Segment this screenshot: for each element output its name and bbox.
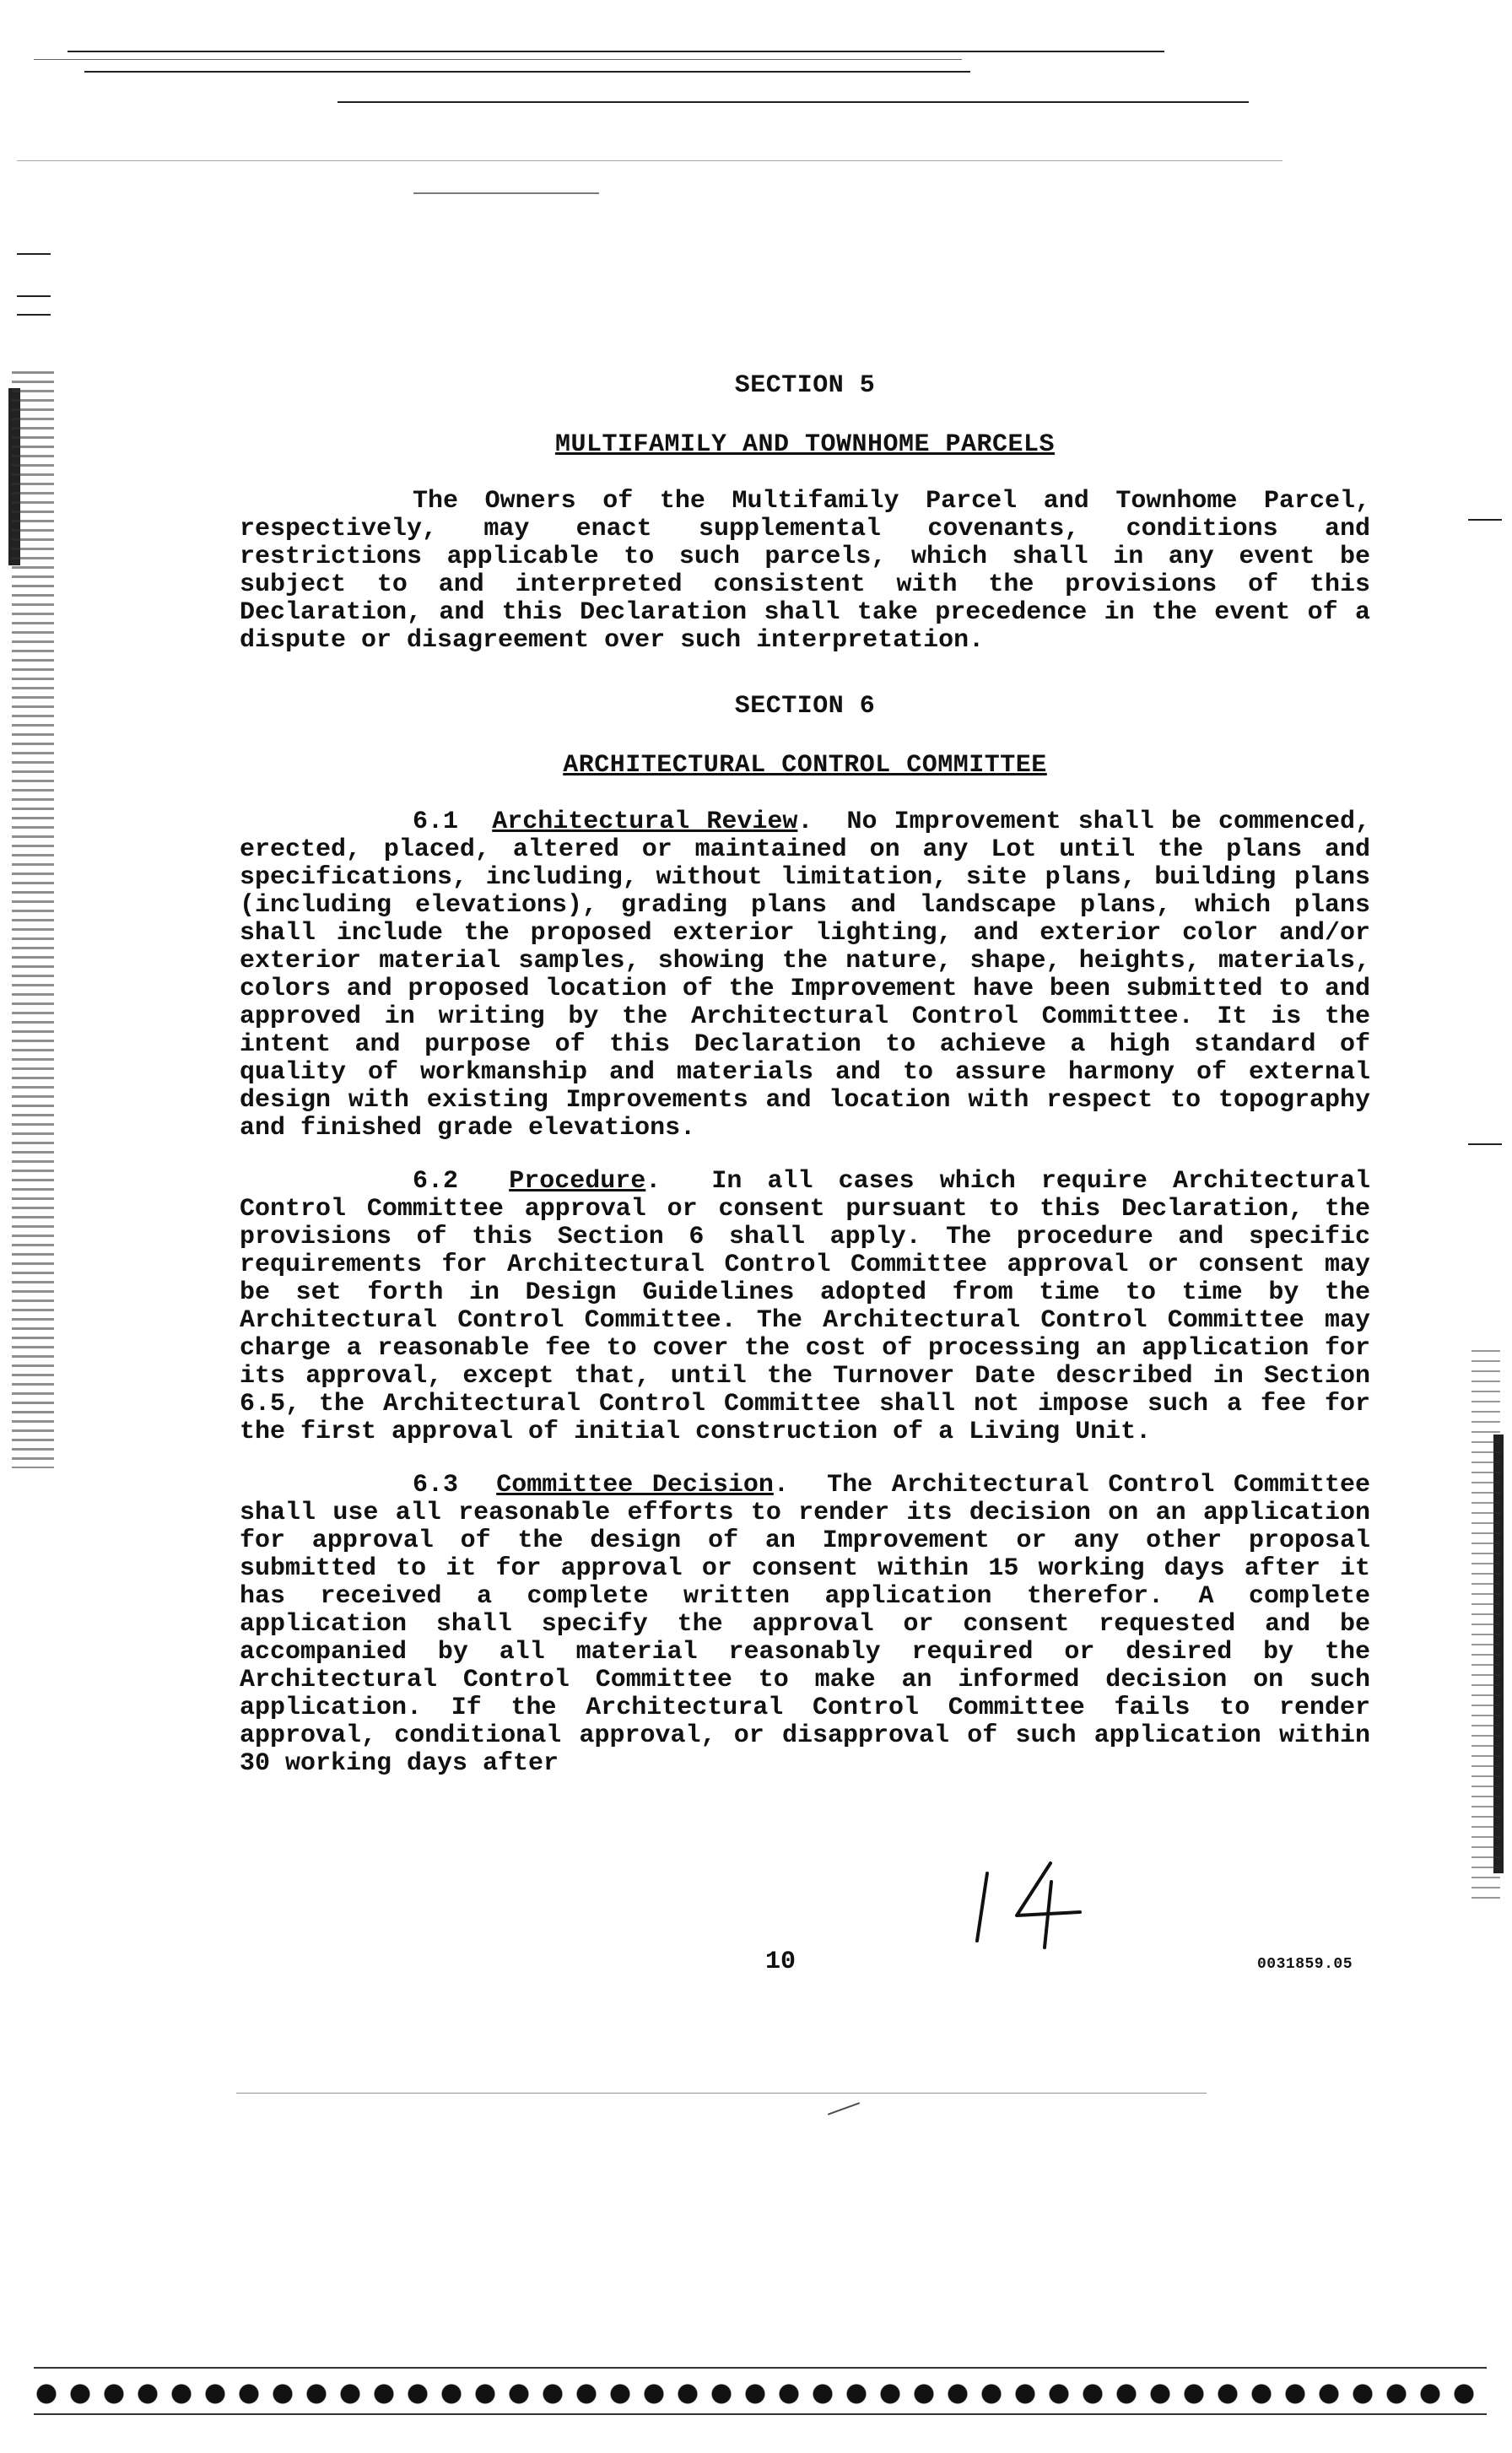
section-5-heading: SECTION 5 [734,371,876,400]
scan-artifact-line [17,160,1282,161]
scan-artifact-line [34,2367,1487,2369]
scan-artifact-line [84,71,970,73]
scan-artifact-line [17,314,51,316]
section-6-heading: SECTION 6 [734,692,876,721]
document-code: 0031859.05 [1257,1956,1353,1973]
section-5-title: MULTIFAMILY AND TOWNHOME PARCELS [554,430,1056,459]
scan-artifact-line [17,295,51,297]
section-5-body: The Owners of the Multifamily Parcel and Townhome Parcel, respectively, may enact supplemental covenants, conditions and restrictions applicable to such parcels, which shall in any event be subject to and interpreted consistent with the provisions of this Declaration, and this Declaration shall take precedence in the event of a dispute or disagreement over such interpretation. [240,487,1370,655]
paragraph-text: No Improvement shall be commenced, erected, placed, altered or maintained on any Lot until the plans and specifications, including, without limitation, site plans, building plans (including elevations), grading plans and landscape plans, which plans shall include the proposed exterior lighting, and exterior color and/or exterior material samples, showing the nature, shape, heights, materials, colors and proposed location of the Improvement have been submitted to and approved in writing by the Architectural Control Committee. It is the intent and purpose of this Declaration to achieve a high standard of quality of workmanship and materials and to assure harmony of external design with existing Improvements and location with respect to topography and finished grade elevations. [240,808,1370,1143]
paragraph-text: In all cases which require Architectural Control Committee approval or consent pursuant to this Declaration, the provisions of this Section 6 shall apply. The procedure and specific requirements for Architectural Control Committee approval or consent may be set forth in Design Guidelines adopted from time to time by the Architectural Control Committee. The Architectural Control Committee may charge a reasonable fee to cover the cost of processing an application for its approval, except that, until the Turnover Date described in Section 6.5, the Architectural Control Committee shall not impose such a fee for the first approval of initial construction of a Living Unit. [240,1167,1370,1446]
scan-artifact-line [1468,519,1502,521]
paragraph-number: 6.3 [413,1471,459,1499]
paragraph-number: 6.2 [413,1167,459,1196]
paragraph-title: Procedure [509,1167,646,1196]
paragraph-6-1: 6.1 Architectural Review. No Improvement shall be commenced, erected, placed, altered or maintained on any Lot until the plans and specifications, including, without limitation, site plans, building plans (including elevations), grading plans and landscape plans, which plans shall include the proposed exterior lighting, and exterior color and/or exterior material samples, showing the nature, shape, heights, materials, colors and proposed location of the Improvement have been submitted to and approved in writing by the Architectural Control Committee. It is the intent and purpose of this Declaration to achieve a high standard of quality of workmanship and materials and to assure harmony of external design with existing Improvements and location with respect to topography and finished grade elevations. [240,808,1370,1143]
paragraph-number: 6.1 [413,808,459,836]
scan-artifact-line [236,2093,1207,2094]
scan-artifact-line [68,51,1164,52]
scan-artifact-marks [12,371,54,1468]
section-6-title: ARCHITECTURAL CONTROL COMMITTEE [563,751,1047,780]
scan-artifact-beads [34,2381,1487,2407]
scan-artifact-line [338,101,1249,103]
paragraph-text: The Architectural Control Committee shall use all reasonable efforts to render its decision on an application for approval of the design of an Improvement or any other proposal submitted to it for approval or consent within 15 working days after it has received a complete written application therefor. A complete application shall specify the approval or consent requested and be accompanied by all material reasonably required or desired by the Architectural Control Committee to make an informed decision on such application. If the Architectural Control Committee fails to render approval, conditional approval, or disapproval of such application within 30 working days after [240,1471,1370,1778]
scan-artifact-line [1468,1143,1502,1145]
page-number: 10 [764,1948,796,1976]
paragraph-6-3: 6.3 Committee Decision. The Architectural Control Committee shall use all reasonable efforts to render its decision on an application for approval of the design of an Improvement or any other proposal submitted to it for approval or consent within 15 working days after it has received a complete written application therefor. A complete application shall specify the approval or consent requested and be accompanied by all material reasonably required or desired by the Architectural Control Committee to make an informed decision on such application. If the Architectural Control Committee fails to render approval, conditional approval, or disapproval of such application within 30 working days after [240,1471,1370,1778]
scan-artifact-line [413,192,599,194]
paragraph-title: Architectural Review [492,808,798,836]
scan-artifact-line [34,2413,1487,2415]
scan-artifact-line [17,253,51,255]
paragraph-6-2: 6.2 Procedure. In all cases which require Architectural Control Committee approval or consent pursuant to this Declaration, the provisions of this Section 6 shall apply. The procedure and specific requirements for Architectural Control Committee approval or consent may be set forth in Design Guidelines adopted from time to time by the Architectural Control Committee. The Architectural Control Committee may charge a reasonable fee to cover the cost of processing an application for its approval, except that, until the Turnover Date described in Section 6.5, the Architectural Control Committee shall not impose such a fee for the first approval of initial construction of a Living Unit. [240,1167,1370,1446]
document-body [240,371,1370,1778]
handwritten-page-number [970,1856,1088,1949]
paragraph-title: Committee Decision [496,1471,774,1499]
scan-artifact-marks [1472,1350,1500,1899]
scan-artifact-line [828,2102,860,2115]
scan-artifact-line [34,59,962,60]
